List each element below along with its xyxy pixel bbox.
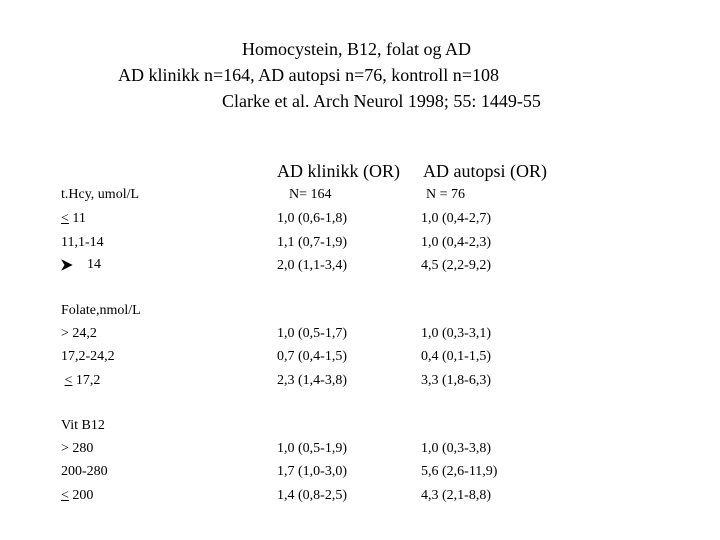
row-label-b12-1: > 280 [61,441,94,456]
group-label-b12: Vit B12 [61,418,105,433]
title-line-2: AD klinikk n=164, AD autopsi n=76, kontroll n=108 [118,65,499,85]
autopsy-n: N = 76 [426,187,466,202]
row-label-thcy-1: < 11 [61,211,86,226]
row-label-folate-2: 17,2-24,2 [61,349,115,364]
cell-b12-1-clinic: 1,0 (0,5-1,9) [277,441,347,456]
row-label-thcy-3: 14 [61,258,101,272]
row-label-b12-2: 200-280 [61,464,108,479]
row-label-b12-3: < 200 [61,488,94,503]
row-label-folate-1: > 24,2 [61,326,97,341]
less-equal-symbol: < [61,211,69,226]
cell-folate-1-autopsy: 1,0 (0,3-3,1) [421,326,491,341]
row-label-thcy-2: 11,1-14 [61,235,104,250]
group-label-folate: Folate,nmol/L [61,303,141,318]
clinic-n: N= 164 [289,187,332,202]
less-equal-symbol: < [64,373,73,388]
cell-folate-3-autopsy: 3,3 (1,8-6,3) [421,373,491,388]
cell-thcy-3-clinic: 2,0 (1,1-3,4) [277,258,347,273]
less-equal-symbol: < [61,488,69,503]
column-header-autopsy: AD autopsi (OR) [423,161,547,181]
column-header-clinic: AD klinikk (OR) [277,161,400,181]
cell-b12-2-autopsy: 5,6 (2,6-11,9) [421,464,498,479]
arrowhead-bullet-icon [61,259,73,271]
title-line-3: Clarke et al. Arch Neurol 1998; 55: 1449-55 [222,91,541,111]
cell-b12-2-clinic: 1,7 (1,0-3,0) [277,464,347,479]
cell-folate-2-clinic: 0,7 (0,4-1,5) [277,349,347,364]
cell-folate-1-clinic: 1,0 (0,5-1,7) [277,326,347,341]
cell-folate-2-autopsy: 0,4 (0,1-1,5) [421,349,491,364]
title-line-1: Homocystein, B12, folat og AD [242,39,471,59]
row-label-folate-3: < 17,2 [64,373,101,388]
cell-b12-1-autopsy: 1,0 (0,3-3,8) [421,441,491,456]
cell-thcy-2-clinic: 1,1 (0,7-1,9) [277,235,347,250]
group-label-thcy: t.Hcy, umol/L [61,187,140,202]
cell-b12-3-clinic: 1,4 (0,8-2,5) [277,488,347,503]
cell-b12-3-autopsy: 4,3 (2,1-8,8) [421,488,491,503]
cell-thcy-1-clinic: 1,0 (0,6-1,8) [277,211,347,226]
cell-thcy-3-autopsy: 4,5 (2,2-9,2) [421,258,491,273]
cell-folate-3-clinic: 2,3 (1,4-3,8) [277,373,347,388]
cell-thcy-2-autopsy: 1,0 (0,4-2,3) [421,235,491,250]
cell-thcy-1-autopsy: 1,0 (0,4-2,7) [421,211,491,226]
